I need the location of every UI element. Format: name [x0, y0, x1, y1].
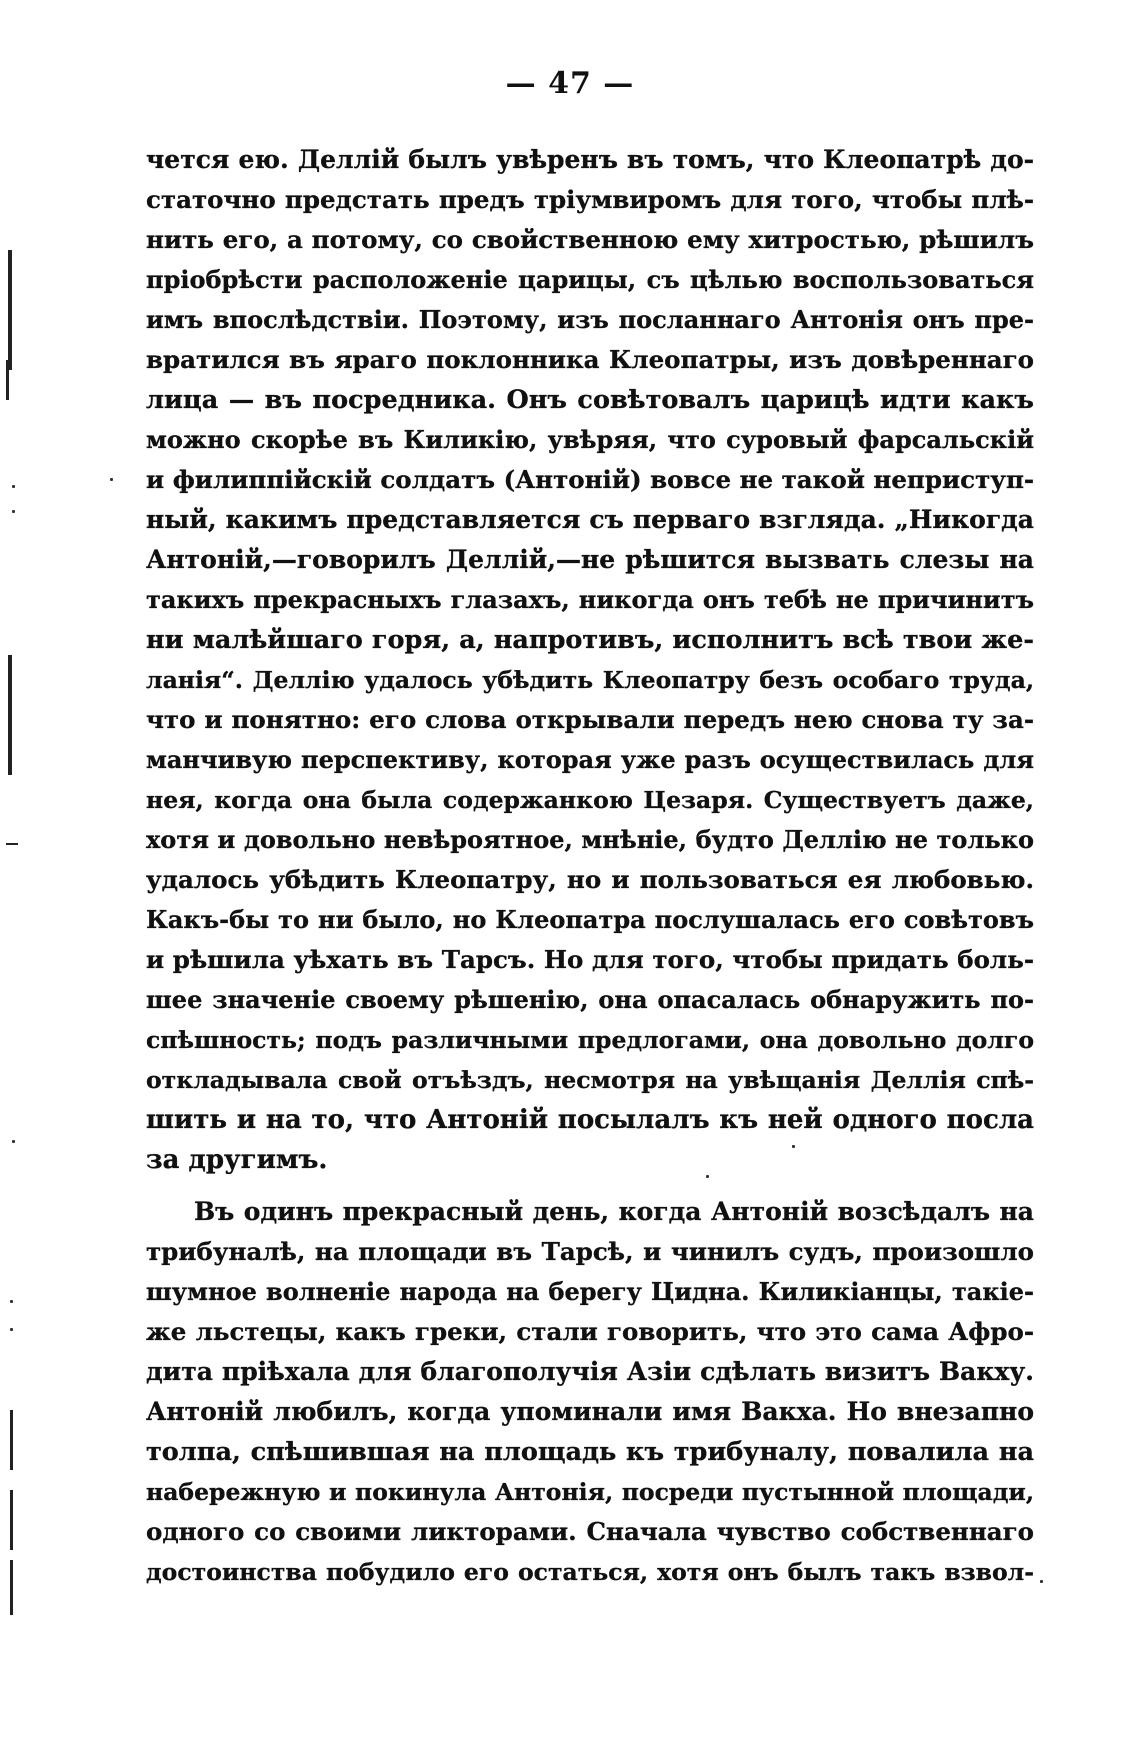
text-line: манчивую перспективу, которая уже разъ осуществилась для	[146, 745, 1034, 774]
text-line: достоинства побудило его остаться, хотя онъ былъ такъ взвол-	[146, 1558, 1034, 1586]
scan-margin-mark	[6, 843, 18, 845]
text-line: Антоній любилъ, когда упоминали имя Вакха. Но внезапно	[146, 1397, 1034, 1426]
text-line: трибуналѣ, на площади въ Тарсѣ, и чинилъ судъ, произошло	[146, 1237, 1034, 1266]
paragraph	[146, 140, 1034, 1180]
text-line: набережную и покинула Антонія, посреди пустынной площади,	[146, 1478, 1034, 1506]
text-line: лица — въ посредника. Онъ совѣтовалъ царицѣ идти какъ	[146, 385, 1034, 415]
text-line: ный, какимъ представляется съ перваго взгляда. „Никогда	[146, 505, 1034, 534]
scan-margin-mark	[10, 1560, 13, 1615]
scan-speck	[1040, 1580, 1043, 1583]
text-line: такихъ прекрасныхъ глазахъ, никогда онъ тебѣ не причинитъ	[146, 585, 1034, 614]
paragraph	[146, 1192, 1034, 1592]
scan-margin-mark	[8, 655, 12, 775]
text-line: нить его, а потому, со свойственною ему хитростью, рѣшилъ	[146, 225, 1034, 254]
text-line: одного со своими ликторами. Сначала чувство собственнаго	[146, 1517, 1034, 1546]
text-line: вратился въ яраго поклонника Клеопатры, изъ довѣреннаго	[146, 345, 1034, 374]
text-line: ни малѣйшаго горя, а, напротивъ, исполнитъ всѣ твои же-	[146, 625, 1034, 655]
text-line: ланія“. Деллію удалось убѣдить Клеопатру безъ особаго труда,	[146, 666, 1034, 694]
text-line: нея, когда она была содержанкою Цезаря. Существуетъ даже,	[146, 786, 1034, 814]
text-line: и рѣшила уѣхать въ Тарсъ. Но для того, чтобы придать боль-	[146, 945, 1034, 974]
body-text	[146, 140, 1034, 1592]
paragraph-gap	[146, 1180, 1034, 1192]
text-line: имъ впослѣдствіи. Поэтому, изъ посланнаго Антонія онъ пре-	[146, 305, 1034, 334]
scan-speck	[12, 510, 15, 513]
scan-margin-mark	[6, 360, 9, 400]
text-line: пріобрѣсти расположеніе царицы, съ цѣлью воспользоваться	[146, 265, 1034, 294]
scan-speck	[110, 478, 113, 481]
text-line: шумное волненіе народа на берегу Цидна. Киликіанцы, такіе-	[146, 1277, 1034, 1306]
text-line: откладывала свой отъѣздъ, несмотря на увѣщанія Деллія спѣ-	[146, 1066, 1034, 1094]
text-line: что и понятно: его слова открывали передъ нею снова ту за-	[146, 705, 1034, 734]
text-line: шее значеніе своему рѣшенію, она опасалась обнаружить по-	[146, 985, 1034, 1014]
text-line: статочно предстать предъ тріумвиромъ для того, чтобы плѣ-	[146, 185, 1034, 214]
text-line: за другимъ.	[146, 1145, 328, 1175]
page-number: — 47 —	[505, 66, 635, 101]
text-line: шить и на то, что Антоній посылалъ къ ней одного посла	[146, 1105, 1034, 1135]
text-line: и филиппійскій солдатъ (Антоній) вовсе не такой неприступ-	[146, 465, 1035, 494]
text-line: можно скорѣе въ Киликію, увѣряя, что суровый фарсальскій	[146, 425, 1034, 454]
text-line: чется ею. Деллій былъ увѣренъ въ томъ, что Клеопатрѣ до-	[146, 145, 1034, 174]
text-line: спѣшность; подъ различными предлогами, она довольно долго	[146, 1026, 1034, 1054]
scan-speck	[10, 1300, 13, 1303]
text-line: Въ одинъ прекрасный день, когда Антоній возсѣдалъ на	[194, 1197, 1034, 1226]
text-line: хотя и довольно невѣроятное, мнѣніе, будто Деллію не только	[146, 825, 1034, 854]
text-line: Какъ-бы то ни было, но Клеопатра послушалась его совѣтовъ	[146, 905, 1034, 934]
scan-speck	[12, 485, 15, 488]
text-line: дита пріѣхала для благополучія Азіи сдѣлать визитъ Вакху.	[146, 1357, 1034, 1386]
scan-margin-mark	[10, 1490, 13, 1550]
scan-margin-mark	[10, 1410, 13, 1470]
scan-margin-mark	[8, 250, 12, 370]
text-line: удалось убѣдить Клеопатру, но и пользоваться ея любовью.	[146, 865, 1034, 894]
scan-speck	[12, 1140, 15, 1143]
text-line: же льстецы, какъ греки, стали говорить, что это сама Афро-	[146, 1317, 1034, 1346]
text-line: Антоній,—говорилъ Деллій,—не рѣшится вызвать слезы на	[146, 545, 1034, 574]
text-line: толпа, спѣшившая на площадь къ трибуналу, повалила на	[146, 1437, 1034, 1467]
scan-speck	[10, 1328, 13, 1331]
